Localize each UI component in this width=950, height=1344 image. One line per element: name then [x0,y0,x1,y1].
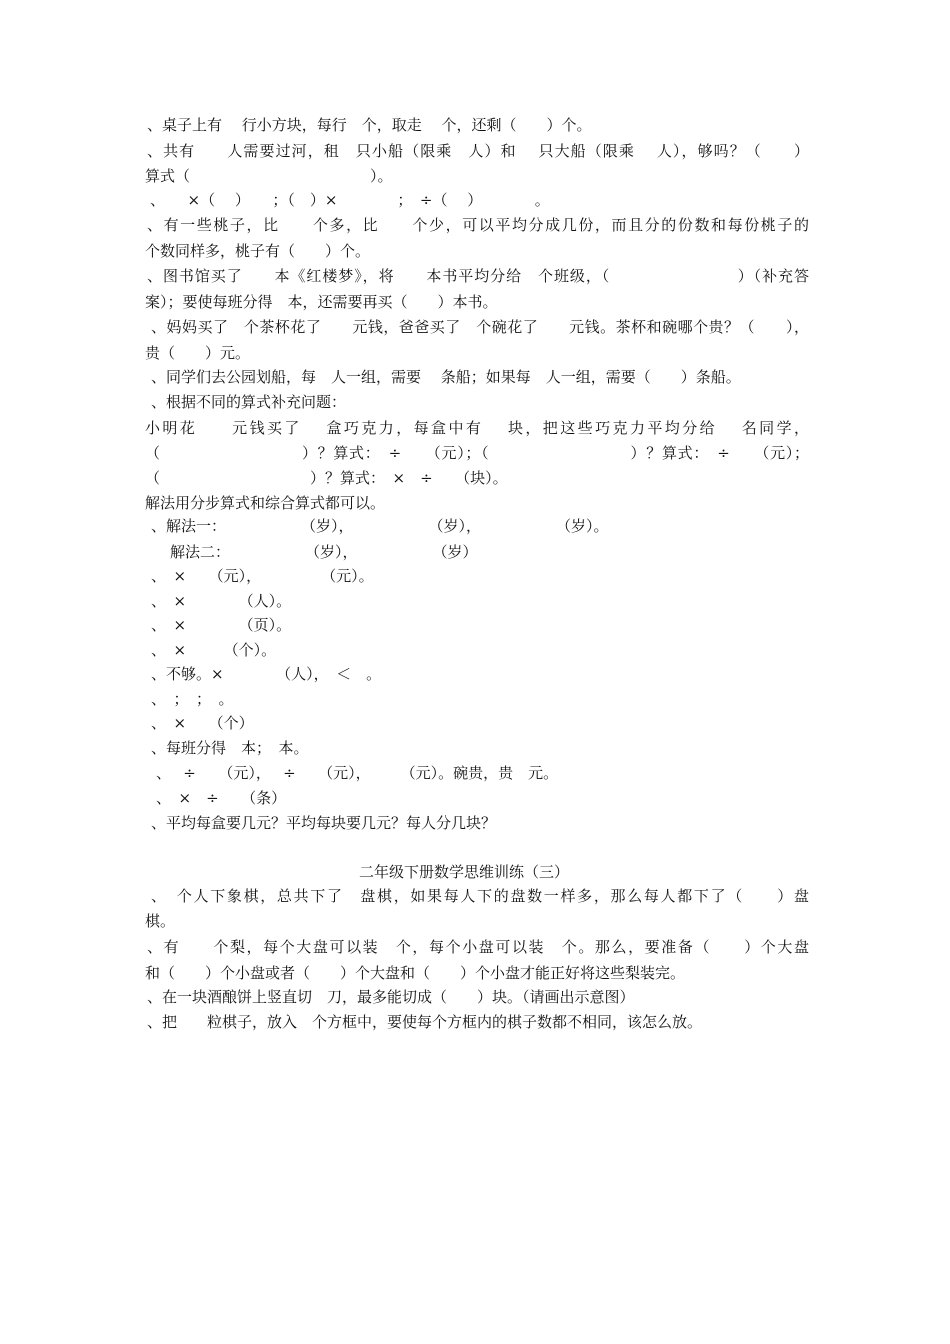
problem-6: 、妈妈买了 个茶杯花了 元钱，爸爸买了 个碗花了 元钱。茶杯和碗哪个贵？（ ）， [151,318,809,336]
problem-2-formula: 算式（ ）。 [145,167,393,185]
exercise-1: 、 个人下象棋，总共下了 盘棋，如果每人下的盘数一样多，那么每人都下了（ ）盘 [151,887,809,905]
section-title: 二年级下册数学思维训练（三） [359,863,570,881]
problem-4: 、有一些桃子，比 个多，比 个少，可以平均分成几份，而且分的份数和每份桃子的 [147,216,809,234]
problem-2: 、共有 人需要过河，租 只小船（限乘 人）和 只大船（限乘 人），够吗？（ ） [147,142,809,160]
problem-6-cont: 贵（ ）元。 [145,344,251,362]
answer-3: 、 × （人）。 [151,592,292,610]
answer-1a: 、解法一： （岁）， （岁）， （岁）。 [151,517,609,535]
problem-1: 、桌子上有 行小方块，每行 个，取走 个，还剩（ ）个。 [147,116,592,134]
answer-5: 、 × （个）。 [151,641,277,659]
answer-12: 、平均每盒要几元？平均每块要几元？每人分几块？ [151,814,497,832]
answer-9: 、每班分得 本； 本。 [151,739,309,757]
answer-10: 、 ÷ （元）， ÷ （元）， （元）。碗贵，贵 元。 [156,764,559,782]
answer-7: 、 ； ； 。 [151,690,234,708]
answer-note: 解法用分步算式和综合算式都可以。 [145,494,386,512]
problem-3: 、 ×（ ） ；（ ）× ； ÷（ ） 。 [150,191,550,209]
answer-2: 、 × （元）， （元）。 [151,567,374,585]
problem-5: 、图书馆买了 本《红楼梦》，将 本书平均分给 个班级，（ ）（补充答 [147,267,809,285]
answer-11: 、 × ÷ （条） [156,789,287,807]
exercise-2-cont: 和（ ）个小盘或者（ ）个大盘和（ ）个小盘才能正好将这些梨装完。 [145,964,686,982]
exercise-2: 、有 个梨，每个大盘可以装 个，每个小盘可以装 个。那么，要准备（ ）个大盘 [147,938,809,956]
exercise-1-cont: 棋。 [145,912,176,930]
problem-8-story: 小明花 元钱买了 盒巧克力，每盒中有 块，把这些巧克力平均分给 名同学， [145,419,809,437]
problem-8-q3: （ ）？算式： × ÷ （块）。 [145,469,508,487]
answer-6: 、不够。× （人）， ＜ 。 [151,665,382,683]
problem-7: 、同学们去公园划船，每 人一组，需要 条船；如果每 人一组，需要（ ）条船。 [151,368,741,386]
answer-8: 、 × （个） [151,714,254,732]
problem-4-cont: 个数同样多，桃子有（ ）个。 [145,242,371,260]
problem-8-q1-q2: （ ）？算式： ÷ （元）；（ ）？算式： ÷ （元）； [145,444,809,462]
problem-5-cont: 案）；要使每班分得 本，还需要再买（ ）本书。 [145,293,498,311]
problem-8: 、根据不同的算式补充问题： [151,393,347,411]
answer-4: 、 × （页）。 [151,616,292,634]
exercise-4: 、把 粒棋子，放入 个方框中，要使每个方框内的棋子数都不相同，该怎么放。 [147,1013,703,1031]
answer-1b: 解法二： （岁）， （岁） [170,543,478,561]
exercise-3: 、在一块酒酿饼上竖直切 刀，最多能切成（ ）块。（请画出示意图） [147,988,635,1006]
